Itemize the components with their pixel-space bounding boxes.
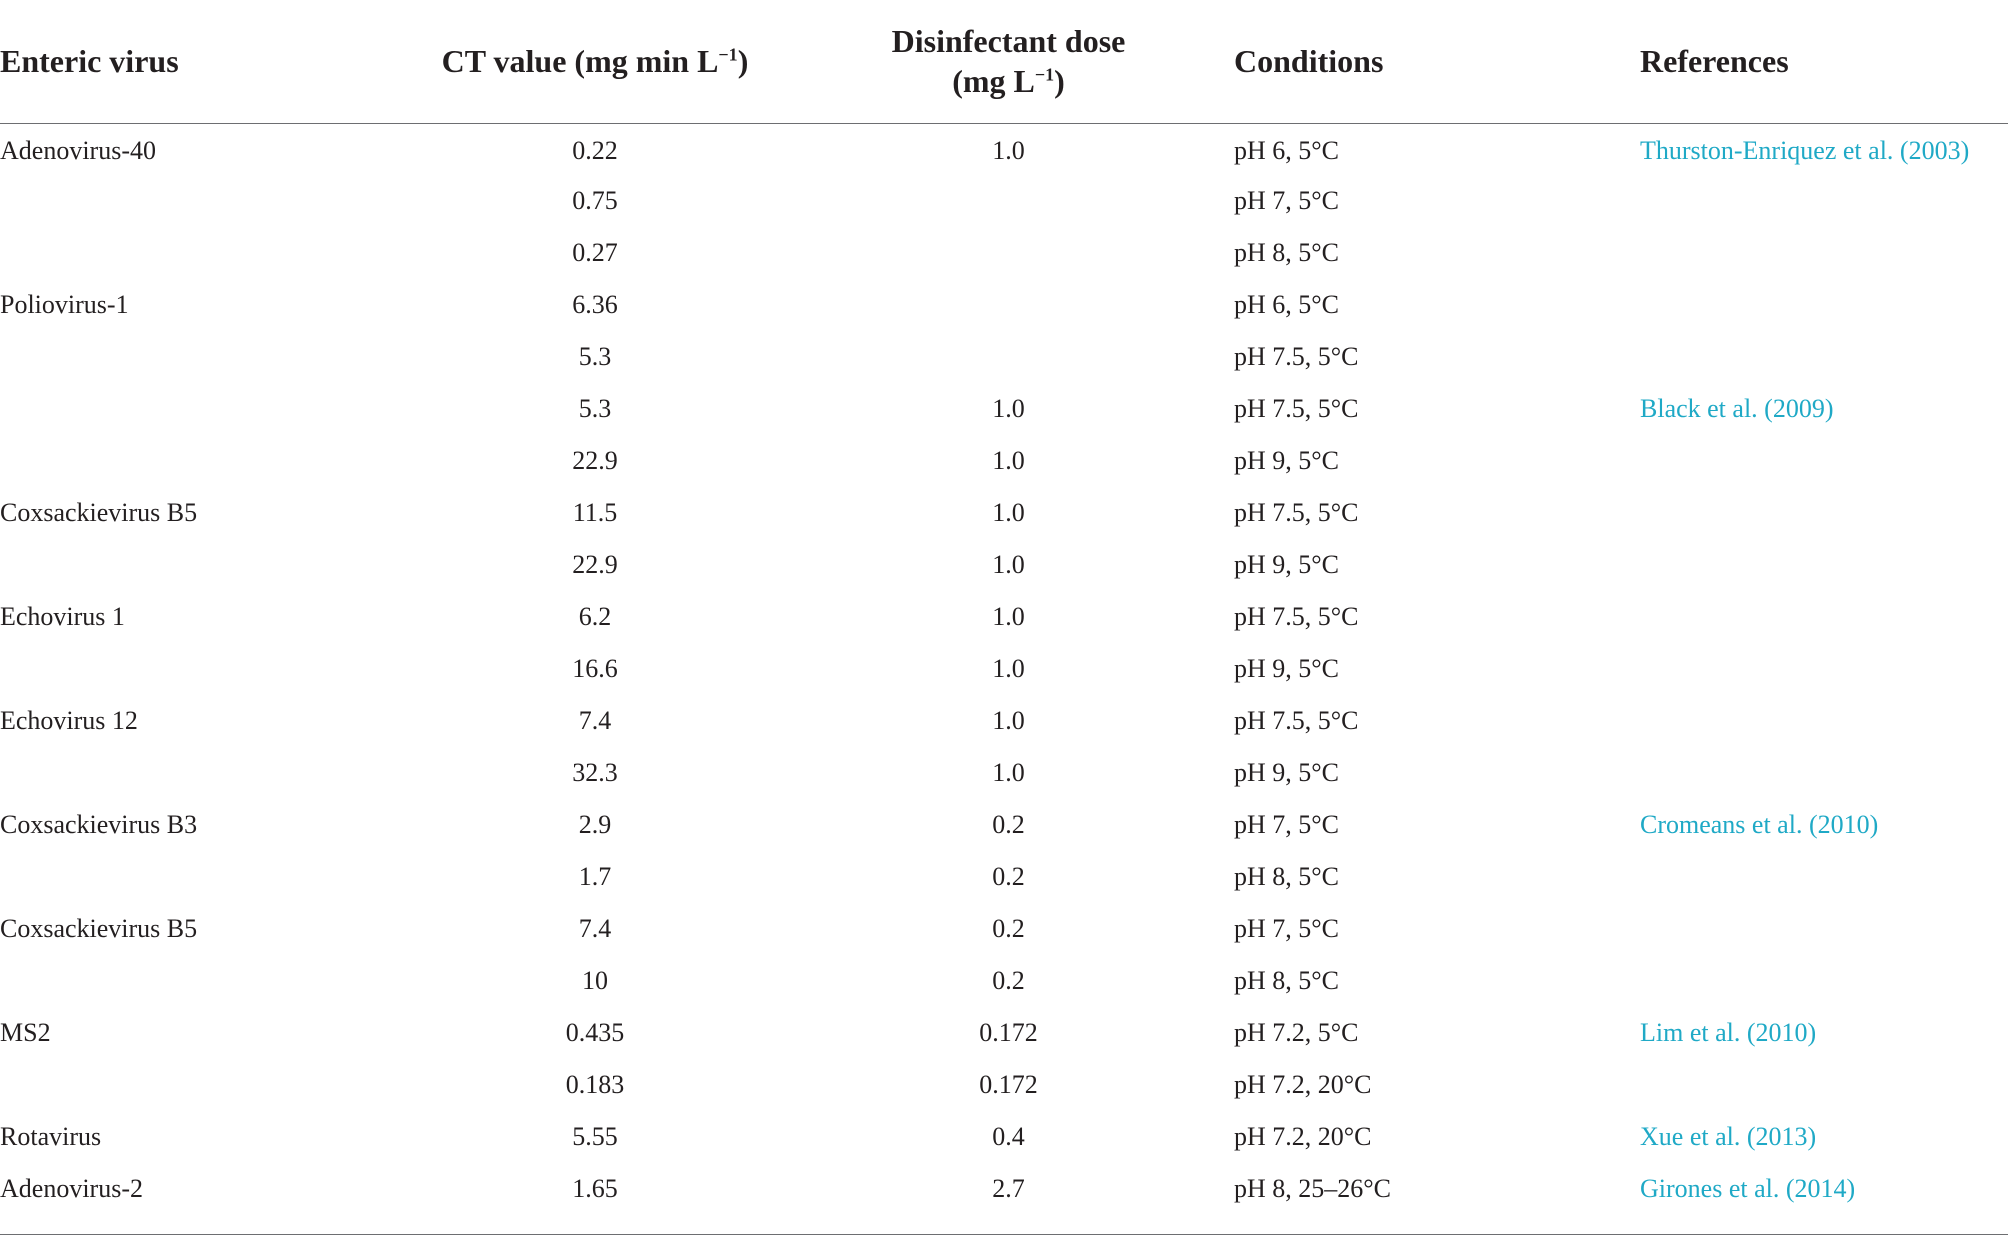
cell-disinfectant-dose: 1.0 — [992, 706, 1025, 735]
table-row — [0, 1007, 2008, 1059]
table-row — [0, 487, 2008, 539]
table-row — [0, 695, 2008, 747]
table-row — [0, 175, 2008, 227]
cell-reference-link[interactable]: Girones et al. (2014) — [1640, 1174, 1856, 1203]
table-row — [0, 279, 2008, 331]
cell-enteric-virus — [0, 539, 400, 591]
cell-reference-link — [1630, 279, 2008, 331]
cell-reference-link — [1630, 539, 2008, 591]
header-row — [0, 0, 2008, 123]
cell-ct-value: 0.27 — [572, 238, 618, 267]
table-row — [0, 1163, 2008, 1215]
cell-enteric-virus: Poliovirus-1 — [0, 290, 129, 319]
header-enteric-virus: Enteric virus — [0, 0, 400, 123]
cell-ct-value: 2.9 — [578, 810, 612, 839]
cell-ct-value: 7.4 — [578, 914, 612, 943]
cell-conditions: pH 7.5, 5°C — [1234, 706, 1359, 735]
cell-ct-value: 22.9 — [572, 446, 618, 475]
cell-ct-value: 7.4 — [578, 706, 612, 735]
cell-ct-value: 6.2 — [578, 602, 612, 631]
cell-conditions: pH 8, 25–26°C — [1234, 1174, 1392, 1203]
cell-enteric-virus: MS2 — [0, 1018, 51, 1047]
cell-conditions: pH 7.5, 5°C — [1234, 342, 1359, 371]
cell-reference-link — [1630, 851, 2008, 903]
cell-reference-link — [1630, 175, 2008, 227]
table-row — [0, 1111, 2008, 1163]
cell-disinfectant-dose: 1.0 — [992, 602, 1025, 631]
table-row — [0, 383, 2008, 435]
cell-conditions: pH 7, 5°C — [1234, 914, 1340, 943]
cell-disinfectant-dose: 0.172 — [979, 1070, 1038, 1099]
cell-ct-value: 0.75 — [572, 186, 618, 215]
cell-conditions: pH 7, 5°C — [1234, 810, 1340, 839]
table-row — [0, 435, 2008, 487]
table-row — [0, 747, 2008, 799]
cell-enteric-virus: Coxsackievirus B3 — [0, 810, 198, 839]
cell-reference-link[interactable]: Cromeans et al. (2010) — [1640, 810, 1879, 839]
table-row — [0, 955, 2008, 1007]
header-disinfectant-dose: Disinfectant dose (mg $L^{-1}$) — [790, 0, 1227, 123]
table-row — [0, 643, 2008, 695]
table-bottom-rule — [0, 1234, 2008, 1235]
cell-enteric-virus — [0, 383, 400, 435]
table-row — [0, 799, 2008, 851]
cell-conditions: pH 6, 5°C — [1234, 290, 1340, 319]
cell-disinfectant-dose: 0.2 — [992, 862, 1025, 891]
cell-enteric-virus — [0, 747, 400, 799]
cell-ct-value: 5.3 — [578, 342, 612, 371]
cell-reference-link — [1630, 695, 2008, 747]
cell-ct-value: 5.3 — [578, 394, 612, 423]
header-conditions: Conditions — [1227, 0, 1630, 123]
cell-disinfectant-dose: 0.172 — [979, 1018, 1038, 1047]
cell-conditions: pH 8, 5°C — [1234, 862, 1340, 891]
cell-conditions: pH 9, 5°C — [1234, 550, 1340, 579]
cell-ct-value: 1.65 — [572, 1174, 618, 1203]
cell-disinfectant-dose: 1.0 — [992, 136, 1025, 166]
cell-disinfectant-dose: 1.0 — [992, 758, 1025, 787]
cell-ct-value: 1.7 — [578, 862, 612, 891]
cell-disinfectant-dose — [790, 227, 1227, 279]
cell-conditions: pH 7.2, 5°C — [1234, 1018, 1359, 1047]
cell-disinfectant-dose: 2.7 — [992, 1174, 1025, 1203]
cell-reference-link — [1630, 1059, 2008, 1111]
cell-reference-link — [1630, 591, 2008, 643]
cell-conditions: pH 7.5, 5°C — [1234, 602, 1359, 631]
cell-reference-link — [1630, 331, 2008, 383]
cell-reference-link — [1630, 955, 2008, 1007]
cell-ct-value: 0.183 — [565, 1070, 625, 1099]
cell-disinfectant-dose: 0.2 — [992, 914, 1025, 943]
cell-conditions: pH 8, 5°C — [1234, 966, 1340, 995]
cell-conditions: pH 7.5, 5°C — [1234, 394, 1359, 423]
cell-conditions: pH 6, 5°C — [1234, 136, 1340, 166]
cell-disinfectant-dose: 1.0 — [992, 654, 1025, 683]
table-row — [0, 1059, 2008, 1111]
header-ct-value: CT value (mg $\min L^{-1}$) — [400, 0, 790, 123]
cell-enteric-virus: Coxsackievirus B5 — [0, 498, 198, 527]
cell-enteric-virus — [0, 851, 400, 903]
cell-ct-value: 16.6 — [572, 654, 618, 683]
cell-enteric-virus — [0, 1059, 400, 1111]
cell-reference-link — [1630, 435, 2008, 487]
cell-reference-link[interactable]: Xue et al. (2013) — [1640, 1122, 1817, 1151]
cell-enteric-virus: Echovirus 1 — [0, 602, 125, 631]
cell-ct-value: 0.435 — [565, 1018, 625, 1047]
cell-reference-link — [1630, 227, 2008, 279]
cell-disinfectant-dose — [790, 331, 1227, 383]
cell-enteric-virus — [0, 643, 400, 695]
cell-enteric-virus: Echovirus 12 — [0, 706, 138, 735]
cell-disinfectant-dose — [790, 279, 1227, 331]
cell-reference-link — [1630, 643, 2008, 695]
cell-enteric-virus: Rotavirus — [0, 1122, 102, 1151]
cell-conditions: pH 7, 5°C — [1234, 186, 1340, 215]
table-row — [0, 331, 2008, 383]
cell-disinfectant-dose: 1.0 — [992, 446, 1025, 475]
cell-conditions: pH 7.5, 5°C — [1234, 498, 1359, 527]
cell-conditions: pH 9, 5°C — [1234, 446, 1340, 475]
cell-enteric-virus: Adenovirus-2 — [0, 1174, 143, 1203]
cell-conditions: pH 8, 5°C — [1234, 238, 1340, 267]
cell-ct-value: 6.36 — [572, 290, 618, 319]
cell-disinfectant-dose: 0.2 — [992, 966, 1025, 995]
cell-enteric-virus — [0, 331, 400, 383]
cell-ct-value: 0.22 — [572, 136, 618, 166]
cell-disinfectant-dose — [790, 175, 1227, 227]
table-row — [0, 591, 2008, 643]
cell-enteric-virus: Adenovirus-40 — [0, 136, 156, 166]
table-row — [0, 539, 2008, 591]
cell-enteric-virus — [0, 227, 400, 279]
cell-conditions: pH 7.2, 20°C — [1234, 1122, 1372, 1151]
cell-ct-value: 10 — [582, 966, 608, 995]
cell-reference-link — [1630, 487, 2008, 539]
cell-reference-link — [1630, 903, 2008, 955]
cell-disinfectant-dose: 0.2 — [992, 810, 1025, 839]
cell-conditions: pH 9, 5°C — [1234, 758, 1340, 787]
cell-disinfectant-dose: 1.0 — [992, 498, 1025, 527]
cell-disinfectant-dose: 1.0 — [992, 550, 1025, 579]
cell-conditions: pH 9, 5°C — [1234, 654, 1340, 683]
cell-reference-link[interactable]: Thurston-Enriquez et al. (2003) — [1640, 136, 1970, 166]
cell-enteric-virus — [0, 955, 400, 1007]
table-row — [0, 123, 2008, 175]
cell-reference-link[interactable]: Lim et al. (2010) — [1640, 1018, 1817, 1047]
table-body — [0, 123, 2008, 1215]
table-row — [0, 227, 2008, 279]
cell-disinfectant-dose: 0.4 — [992, 1122, 1025, 1151]
cell-enteric-virus — [0, 435, 400, 487]
cell-ct-value: 11.5 — [572, 498, 618, 527]
cell-ct-value: 32.3 — [572, 758, 618, 787]
table-row — [0, 903, 2008, 955]
table-header — [0, 0, 2008, 123]
cell-reference-link — [1630, 747, 2008, 799]
header-references: References — [1630, 0, 2008, 123]
table-row — [0, 851, 2008, 903]
cell-ct-value: 5.55 — [572, 1122, 618, 1151]
cell-enteric-virus — [0, 175, 400, 227]
cell-enteric-virus: Coxsackievirus B5 — [0, 914, 198, 943]
cell-ct-value: 22.9 — [572, 550, 618, 579]
cell-conditions: pH 7.2, 20°C — [1234, 1070, 1372, 1099]
cell-disinfectant-dose: 1.0 — [992, 394, 1025, 423]
cell-reference-link[interactable]: Black et al. (2009) — [1640, 394, 1834, 423]
